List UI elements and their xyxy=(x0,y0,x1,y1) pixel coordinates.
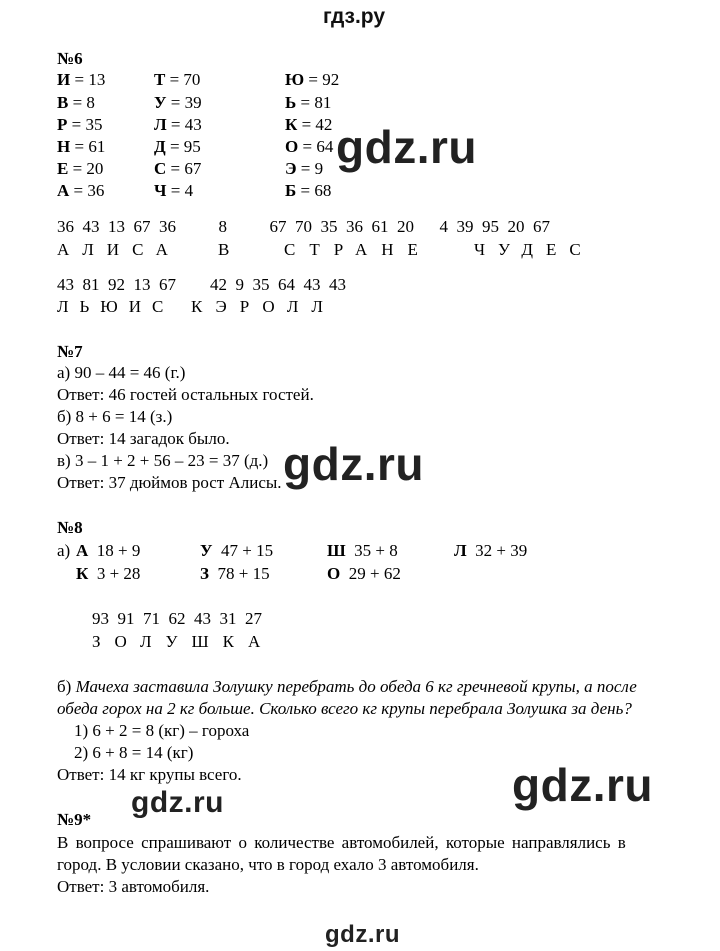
expr: 78 + 15 xyxy=(217,564,270,583)
letter: Ш xyxy=(327,541,346,560)
letter: А xyxy=(76,541,89,560)
task8-b-line: 2) 6 + 8 = 14 (кг) xyxy=(74,743,194,762)
expr: 47 + 15 xyxy=(220,541,274,560)
value: = 92 xyxy=(308,70,340,89)
code-numbers-1: 36 43 13 67 36 8 67 70 35 36 61 20 4 39 95 20 67 xyxy=(57,217,550,236)
expr-item xyxy=(327,565,401,582)
decoded-word: АЛИСА xyxy=(57,240,181,259)
value: = 9 xyxy=(300,159,324,178)
value: = 67 xyxy=(170,159,202,178)
decoded-word: ЧУДЕС xyxy=(474,240,594,259)
task8-b-line1 xyxy=(57,678,637,695)
letter: К xyxy=(76,564,89,583)
letter: И xyxy=(57,70,71,89)
value: = 39 xyxy=(170,93,202,112)
value: = 68 xyxy=(300,181,332,200)
task7-title: №7 xyxy=(57,342,83,361)
value: = 36 xyxy=(73,181,105,200)
letter: У xyxy=(200,541,213,560)
decoded-word: СТРАНЕ xyxy=(284,240,432,259)
letter: Л xyxy=(154,115,167,134)
task9-line: В вопросе спрашивают о количестве автомобилей, которые направлялись в xyxy=(57,833,626,852)
decoded-word: ЛЬЮИС xyxy=(57,297,175,316)
letter: Э xyxy=(285,159,297,178)
answer-word: ЗОЛУШКА xyxy=(92,632,275,651)
task9-line: Ответ: 3 автомобиля. xyxy=(57,877,210,896)
watermark: gdz.ru xyxy=(512,759,653,811)
letter: Ь xyxy=(285,93,297,112)
task8-b-line: Ответ: 14 кг крупы всего. xyxy=(57,765,242,784)
expr: 35 + 8 xyxy=(354,541,398,560)
answer-numbers: 93 91 71 62 43 31 27 xyxy=(92,609,262,628)
value: = 81 xyxy=(300,93,332,112)
task7-line: Ответ: 46 гостей остальных гостей. xyxy=(57,385,314,404)
task9-title: №9* xyxy=(57,810,92,829)
value: = 61 xyxy=(74,137,106,156)
letter: А xyxy=(57,181,70,200)
expr-item xyxy=(200,565,270,582)
watermark: gdz.ru xyxy=(336,121,477,173)
task8-b-prefix: б) xyxy=(57,677,72,696)
value: = 20 xyxy=(72,159,104,178)
letter: Ч xyxy=(154,181,167,200)
decoded-word: В xyxy=(218,240,241,259)
letter: Р xyxy=(57,115,68,134)
task7-line: Ответ: 14 загадок было. xyxy=(57,429,230,448)
expr: 32 + 39 xyxy=(475,541,528,560)
letter: У xyxy=(154,93,167,112)
expr-item xyxy=(327,542,398,559)
expr-item xyxy=(76,565,140,582)
task9-line: город. В условии сказано, что в город ехало 3 автомобиля. xyxy=(57,855,479,874)
expr: 29 + 62 xyxy=(348,564,401,583)
task8-b-problem: Мачеха заставила Золушку перебрать до обеда 6 кг гречневой крупы, а после xyxy=(75,677,637,696)
task8-b-problem: обеда горох на 2 кг больше. Сколько всего кг крупы перебрала Золушка за день? xyxy=(57,699,632,718)
letter: З xyxy=(200,564,209,583)
task7-line: а) 90 – 44 = 46 (г.) xyxy=(57,363,186,382)
expr: 3 + 28 xyxy=(96,564,141,583)
letter: Д xyxy=(154,137,166,156)
value: = 13 xyxy=(74,70,106,89)
letter: С xyxy=(154,159,167,178)
letter: К xyxy=(285,115,298,134)
watermark: gdz.ru xyxy=(283,438,424,490)
value: = 42 xyxy=(301,115,333,134)
decoded-word: КЭРОЛЛ xyxy=(191,297,336,316)
value: = 95 xyxy=(169,137,201,156)
letter: О xyxy=(285,137,299,156)
value: = 43 xyxy=(170,115,202,134)
task6-title: №6 xyxy=(57,49,83,68)
letter: О xyxy=(327,564,341,583)
task8-a-prefix: а) xyxy=(57,541,71,560)
task8-title: №8 xyxy=(57,518,83,537)
letter: Н xyxy=(57,137,71,156)
task7-line: Ответ: 37 дюймов рост Алисы. xyxy=(57,473,282,492)
expr-item xyxy=(200,542,273,559)
value: = 35 xyxy=(71,115,103,134)
value: = 8 xyxy=(72,93,95,112)
value: = 4 xyxy=(170,181,194,200)
expr: 18 + 9 xyxy=(96,541,141,560)
watermark: gdz.ru xyxy=(325,921,400,948)
letter: В xyxy=(57,93,69,112)
expr-item xyxy=(454,542,527,559)
letter: Т xyxy=(154,70,166,89)
task7-line: в) 3 – 1 + 2 + 56 – 23 = 37 (д.) xyxy=(57,451,269,470)
code-numbers-2: 43 81 92 13 67 42 9 35 64 43 43 xyxy=(57,275,346,294)
site-header: гдз.ру xyxy=(323,5,386,28)
letter: Л xyxy=(454,541,467,560)
value: = 64 xyxy=(302,137,334,156)
letter: Е xyxy=(57,159,69,178)
task8-b-line: 1) 6 + 2 = 8 (кг) – гороха xyxy=(74,721,250,740)
value: = 70 xyxy=(169,70,201,89)
letter: Б xyxy=(285,181,297,200)
letter: Ю xyxy=(285,70,305,89)
expr-item xyxy=(76,542,140,559)
watermark: gdz.ru xyxy=(131,786,224,819)
task7-line: б) 8 + 6 = 14 (з.) xyxy=(57,407,173,426)
